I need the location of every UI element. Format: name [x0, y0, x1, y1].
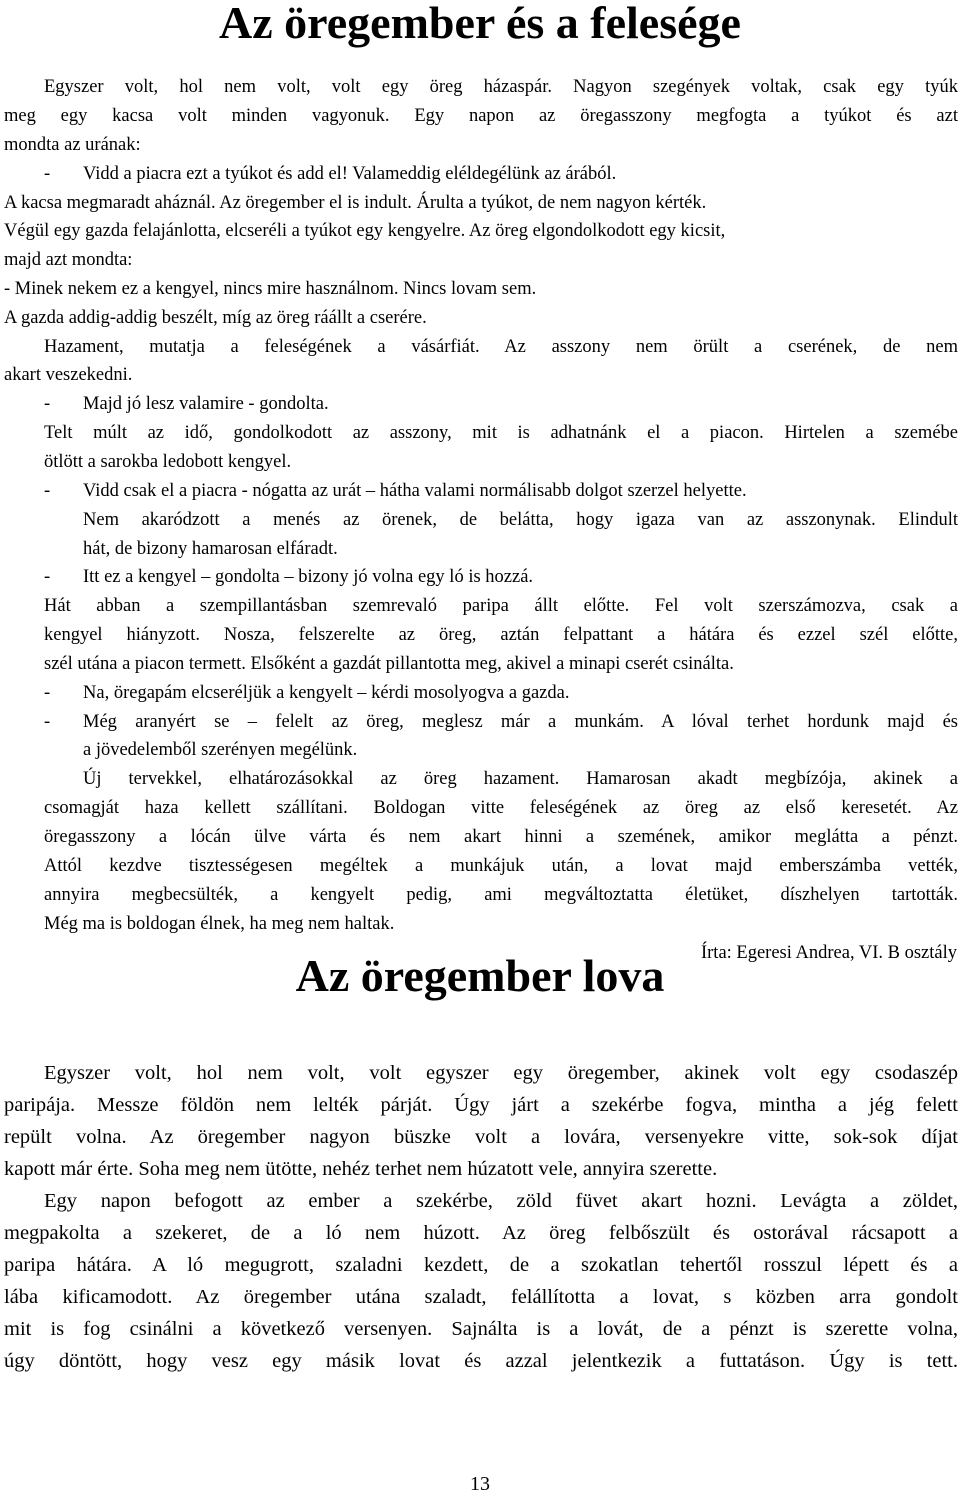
text-line: a jövedelemből szerényen megélünk.: [83, 740, 358, 760]
text-line: paripa hátára. A ló megugrott, szaladni kezdett, de a szokatlan tehertől rosszul lépett és a: [4, 1254, 958, 1276]
text-line: kengyel hiányzott. Nosza, felszerelte az öreg, aztán felpattant a hátára és ezzel szél előtte,: [44, 625, 958, 645]
author-signature: Írta: Egeresi Andrea, VI. B osztály: [700, 943, 957, 963]
text-line: Hazament, mutatja a feleségének a vásárfiát. Az asszony nem örült a cserének, de nem: [44, 337, 958, 357]
text-line: Attól kezdve tisztességesen megéltek a munkájuk után, a lovat majd emberszámba vették,: [44, 856, 958, 876]
text-line: Vidd csak el a piacra - nógatta az urát – hátha valami normálisabb dolgot szerzel helyette.: [83, 481, 747, 501]
text-line: Nem akaródzott a menés az örenek, de belátta, hogy igaza van az asszonynak. Elindult: [83, 510, 958, 530]
dialogue-dash: -: [44, 481, 51, 501]
text-line: Egyszer volt, hol nem volt, volt egy öreg házaspár. Nagyon szegények voltak, csak egy tyúk: [44, 77, 958, 97]
text-line: hát, de bizony hamarosan elfáradt.: [83, 539, 338, 559]
page-number: 13: [470, 1473, 490, 1495]
story-title: Az öregember és a felesége: [219, 0, 741, 48]
text-line: meg egy kacsa volt minden vagyonuk. Egy napon az öregasszony megfogta a tyúkot és azt: [4, 106, 958, 126]
text-line: Egy napon befogott az ember a szekérbe, zöld füvet akart hozni. Levágta a zöldet,: [44, 1190, 958, 1212]
text-line: ötlött a sarokba ledobott kengyel.: [44, 452, 292, 472]
text-line: Végül egy gazda felajánlotta, elcseréli a tyúkot egy kengyelre. Az öreg elgondolkodott egy kicsit,: [4, 221, 726, 241]
text-line: majd azt mondta:: [4, 250, 133, 270]
text-line: öregasszony a lócán ülve várta és nem akart hinni a szemének, amikor meglátta a pénzt.: [44, 827, 958, 847]
text-line: Telt múlt az idő, gondolkodott az asszony, mit is adhatnánk el a piacon. Hirtelen a szemébe: [44, 423, 958, 443]
text-line: Na, öregapám elcseréljük a kengyelt – kérdi mosolyogva a gazda.: [83, 683, 570, 703]
dialogue-dash: -: [44, 164, 51, 184]
text-line: Új tervekkel, elhatározásokkal az öreg hazament. Hamarosan akadt megbízója, akinek a: [83, 769, 958, 789]
text-line: úgy döntött, hogy vesz egy másik lovat és azzal jelentkezik a futtatáson. Úgy is tett.: [4, 1350, 958, 1372]
text-line: Még ma is boldogan élnek, ha meg nem haltak.: [44, 914, 395, 934]
text-line: lába kificamodott. Az öregember utána szaladt, felállította a lovat, s közben arra gondolt: [4, 1286, 958, 1308]
text-line: A gazda addig-addig beszélt, míg az öreg ráállt a cserére.: [4, 308, 427, 328]
text-line: Egyszer volt, hol nem volt, volt egyszer egy öregember, akinek volt egy csodaszép: [44, 1062, 958, 1084]
text-line: repült volna. Az öregember nagyon büszke volt a lovára, versenyekre vitte, sok-sok díjat: [4, 1126, 958, 1148]
text-line: annyira megbecsülték, a kengyelt pedig, ami megváltoztatta életüket, díszhelyen tartották.: [44, 885, 958, 905]
text-line: Majd jó lesz valamire - gondolta.: [83, 394, 329, 414]
text-line: paripája. Messze földön nem lelték párját. Úgy járt a szekérbe fogva, mintha a jég felett: [4, 1094, 958, 1116]
text-line: akart veszekedni.: [4, 365, 133, 385]
text-line: Vidd a piacra ezt a tyúkot és add el! Valameddig eléldegélünk az árából.: [83, 164, 617, 184]
text-line: kapott már érte. Soha meg nem ütötte, nehéz terhet nem húzatott vele, annyira szerette.: [4, 1158, 718, 1180]
text-line: megpakolta a szekeret, de a ló nem húzott. Az öreg felbőszült és ostorával rácsapott a: [4, 1222, 958, 1244]
text-line: mit is fog csinálni a következő versenyen. Sajnálta is a lovát, de a pénzt is szerette volna,: [4, 1318, 958, 1340]
dialogue-dash: -: [44, 567, 51, 587]
text-line: Hát abban a szempillantásban szemrevaló paripa állt előtte. Fel volt szerszámozva, csak a: [44, 596, 958, 616]
text-line: A kacsa megmaradt aháznál. Az öregember el is indult. Árulta a tyúkot, de nem nagyon kérték.: [4, 193, 707, 213]
text-line: Itt ez a kengyel – gondolta – bizony jó volna egy ló is hozzá.: [83, 567, 534, 587]
text-line: csomagját haza kellett szállítani. Boldogan vitte feleségének az öreg az első keresetét. Az: [44, 798, 958, 818]
dialogue-dash: -: [44, 712, 51, 732]
text-line: szél utána a piacon termett. Elsőként a gazdát pillantotta meg, akivel a minapi cserét csinálta.: [44, 654, 734, 674]
text-line: - Minek nekem ez a kengyel, nincs mire használnom. Nincs lovam sem.: [4, 279, 537, 299]
dialogue-dash: -: [44, 394, 51, 414]
dialogue-dash: -: [44, 683, 51, 703]
text-line: mondta az urának:: [4, 135, 141, 155]
text-line: Még aranyért se – felelt az öreg, meglesz már a munkám. A lóval terhet hordunk majd és: [83, 712, 958, 732]
story-title: Az öregember lova: [295, 950, 665, 1001]
